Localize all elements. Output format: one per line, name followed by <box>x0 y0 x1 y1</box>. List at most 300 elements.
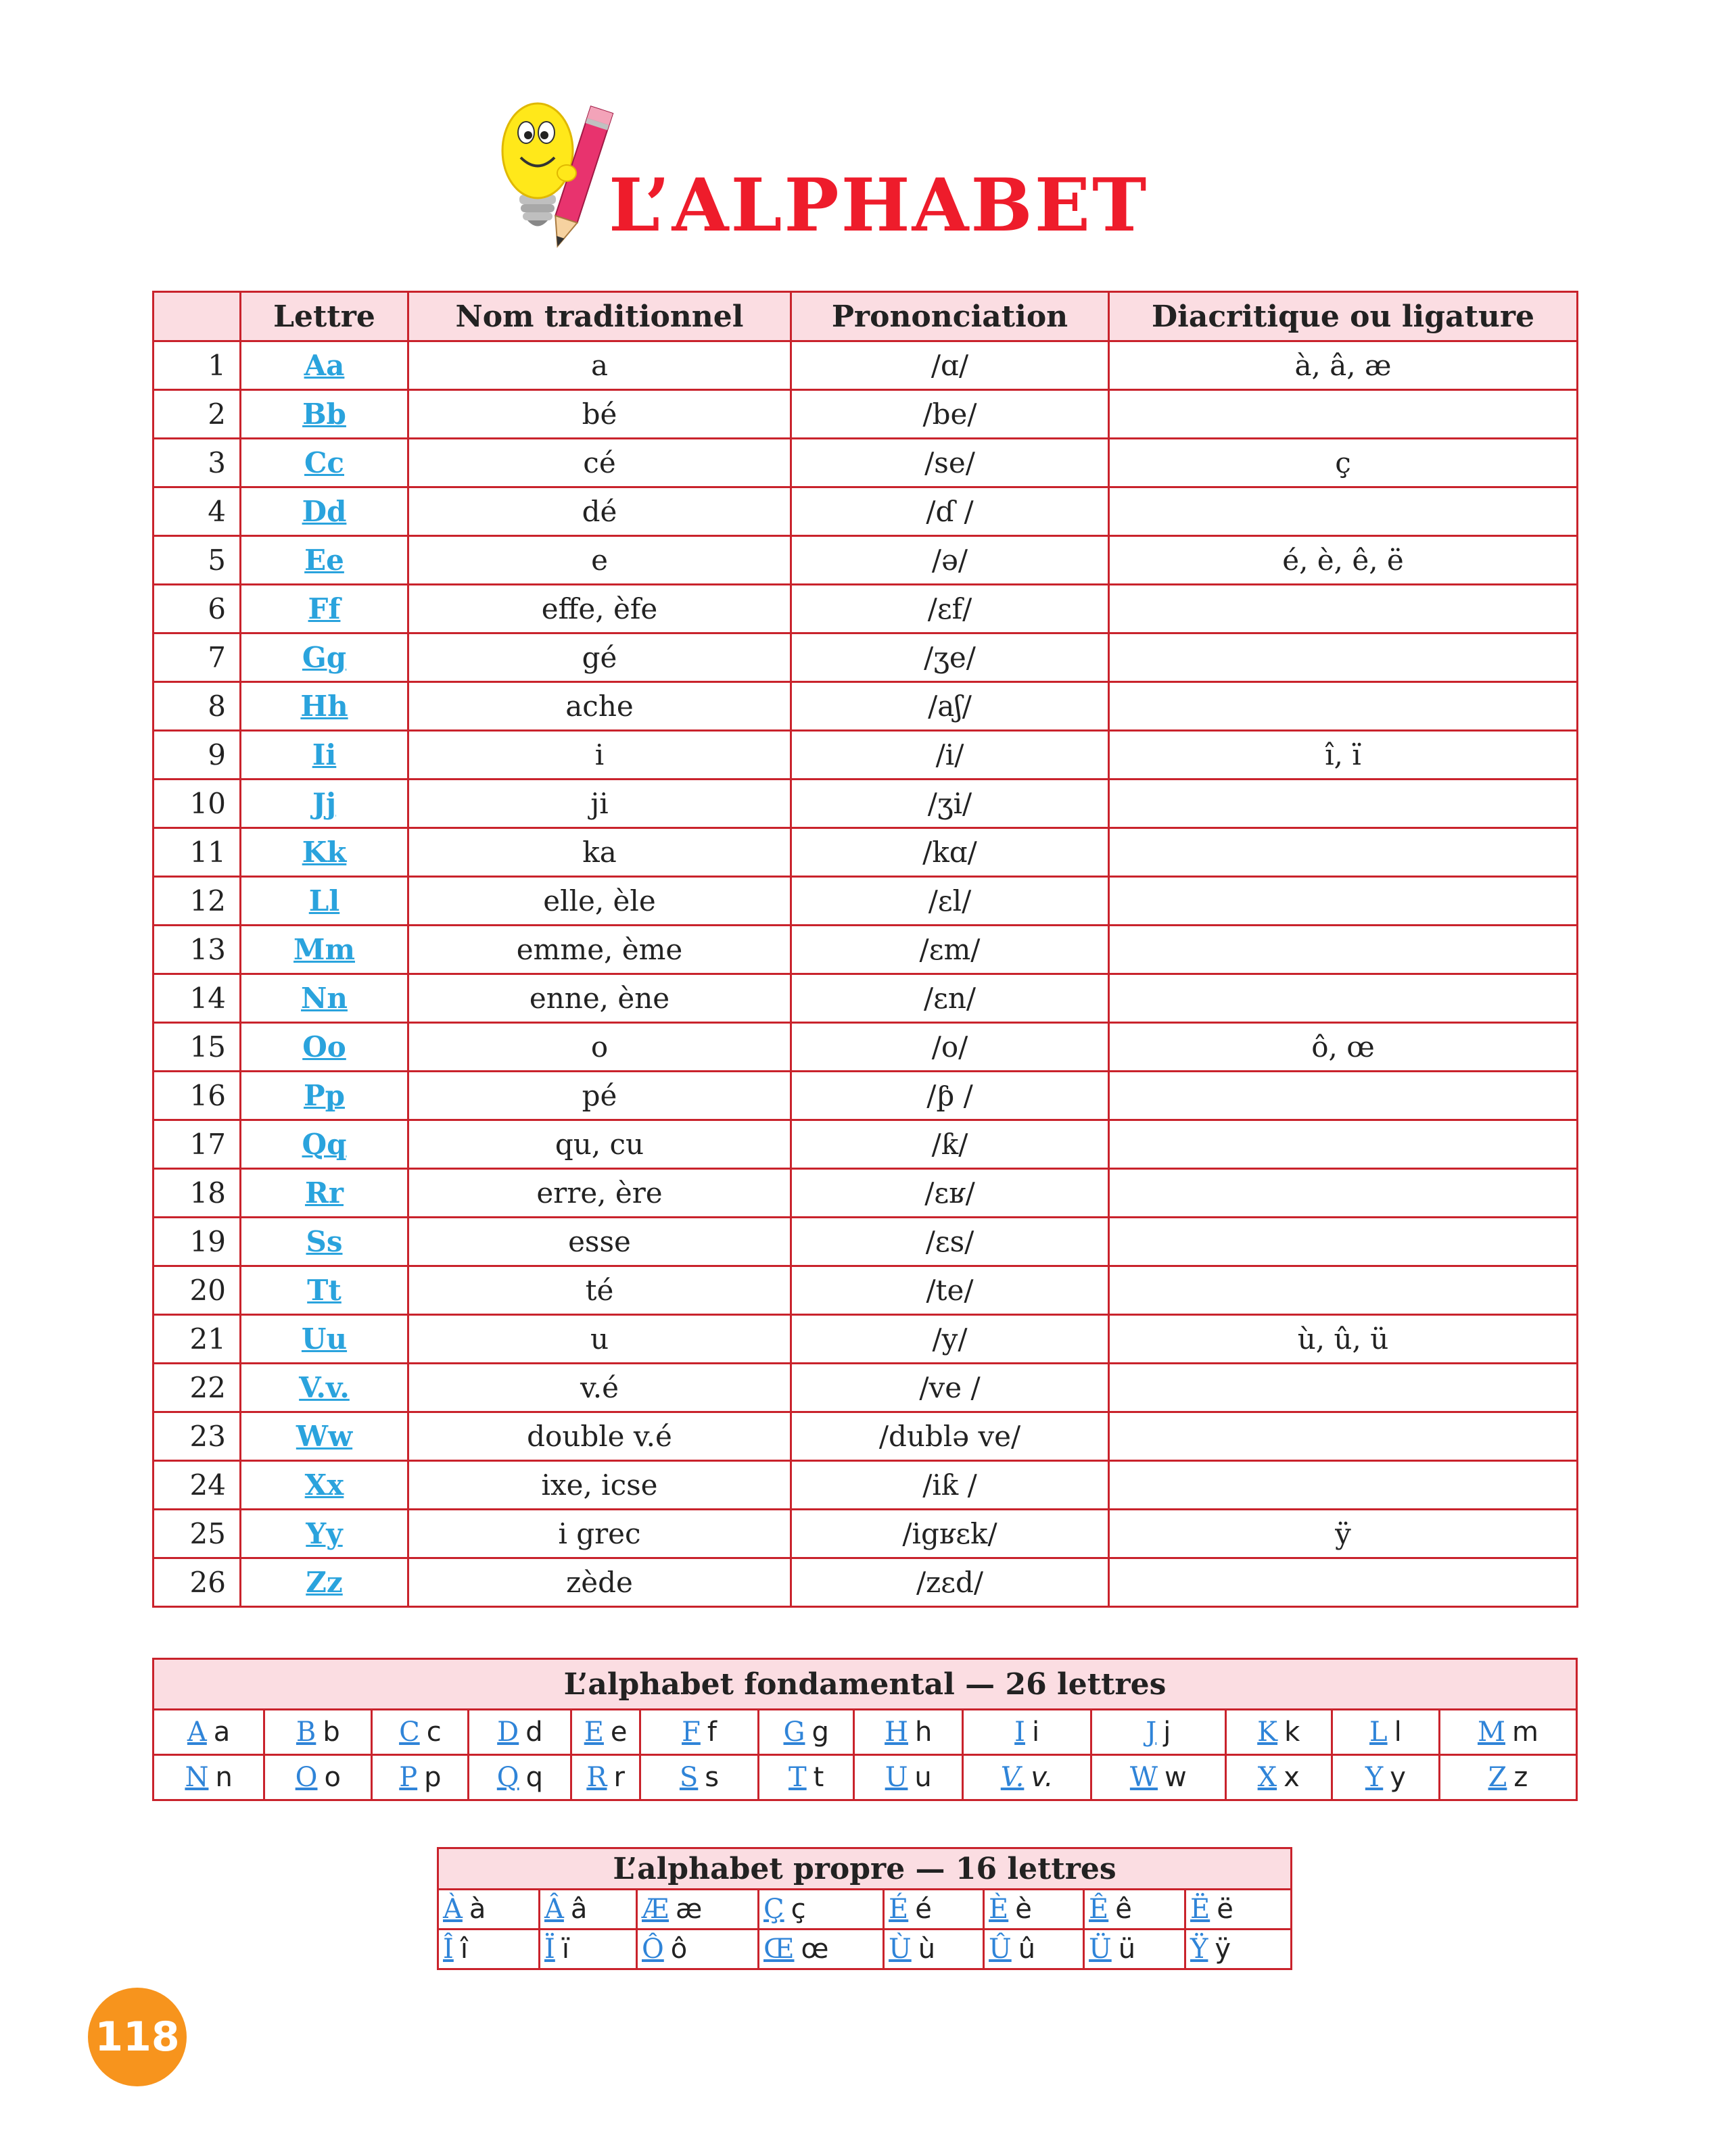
lowercase-letter: â <box>570 1894 588 1925</box>
header-name: Nom traditionnel <box>408 292 791 341</box>
letter-pair-cell <box>438 1890 540 1930</box>
row-letter-cell <box>241 1169 408 1218</box>
row-traditional-name: esse <box>408 1218 791 1266</box>
lowercase-letter: s <box>705 1762 720 1793</box>
letter-pair-cell <box>469 1755 571 1800</box>
letter-pair-cell <box>984 1890 1084 1930</box>
letter-pair-cell <box>154 1755 264 1800</box>
uppercase-letter-link[interactable]: Ü <box>1089 1934 1112 1965</box>
row-pronunciation: /ʒe/ <box>791 633 1109 682</box>
letter-pair-cell <box>469 1710 571 1755</box>
row-traditional-name: té <box>408 1266 791 1315</box>
table-row <box>154 341 1578 390</box>
lowercase-letter: p <box>424 1762 442 1793</box>
row-letter-cell <box>241 1266 408 1315</box>
row-traditional-name: effe, èfe <box>408 585 791 633</box>
row-letter-cell <box>241 390 408 439</box>
row-letter-cell <box>241 1072 408 1120</box>
uppercase-letter-link[interactable]: Z <box>1488 1762 1507 1793</box>
table-row <box>154 1461 1578 1510</box>
row-pronunciation: /ƙ/ <box>791 1120 1109 1169</box>
row-traditional-name: u <box>408 1315 791 1364</box>
lowercase-letter: g <box>812 1717 829 1748</box>
header-pronunciation: Prononciation <box>791 292 1109 341</box>
row-letter-cell <box>241 682 408 731</box>
row-letter-link[interactable]: Ii <box>312 738 337 771</box>
row-pronunciation: /i/ <box>791 731 1109 780</box>
table-row <box>154 1266 1578 1315</box>
row-traditional-name: gé <box>408 633 791 682</box>
letter-pair-cell <box>1225 1755 1332 1800</box>
uppercase-letter-link[interactable]: X <box>1257 1762 1277 1793</box>
row-letter-cell <box>241 1558 408 1607</box>
table-row <box>438 1930 1292 1969</box>
lowercase-letter: r <box>613 1762 625 1793</box>
uppercase-letter-link[interactable]: D <box>497 1717 519 1748</box>
letter-pair-cell <box>540 1890 637 1930</box>
table-row <box>154 1412 1578 1461</box>
letter-pair-cell <box>854 1710 963 1755</box>
row-letter-cell <box>241 877 408 926</box>
row-pronunciation: /kɑ/ <box>791 828 1109 877</box>
row-pronunciation: /zɛd/ <box>791 1558 1109 1607</box>
row-letter-link[interactable]: Pp <box>304 1079 345 1112</box>
row-letter-link[interactable]: Ss <box>306 1225 343 1258</box>
fundamental-caption: L’alphabet fondamental — 26 lettres <box>154 1659 1577 1710</box>
row-diacritic: î, ï <box>1109 731 1578 780</box>
row-number: 2 <box>154 390 241 439</box>
table-row <box>154 877 1578 926</box>
lowercase-letter: ô <box>670 1934 688 1965</box>
lowercase-letter: ù <box>918 1934 936 1965</box>
row-number: 24 <box>154 1461 241 1510</box>
row-letter-cell <box>241 487 408 536</box>
row-traditional-name: bé <box>408 390 791 439</box>
row-pronunciation: /ɛf/ <box>791 585 1109 633</box>
row-letter-cell <box>241 633 408 682</box>
uppercase-letter-link[interactable]: U <box>885 1762 908 1793</box>
lowercase-letter: k <box>1284 1717 1300 1748</box>
row-number: 19 <box>154 1218 241 1266</box>
row-letter-link[interactable]: Zz <box>306 1566 343 1599</box>
row-diacritic <box>1109 1364 1578 1412</box>
row-letter-link[interactable]: Xx <box>304 1468 344 1502</box>
row-letter-cell <box>241 536 408 585</box>
row-diacritic: à, â, æ <box>1109 341 1578 390</box>
row-diacritic <box>1109 682 1578 731</box>
row-pronunciation: /ɛʁ/ <box>791 1169 1109 1218</box>
uppercase-letter-link[interactable]: Æ <box>642 1894 669 1925</box>
letter-pair-cell <box>759 1890 884 1930</box>
row-letter-link[interactable]: Ee <box>304 544 344 577</box>
row-letter-link[interactable]: Ll <box>308 884 340 917</box>
row-number: 22 <box>154 1364 241 1412</box>
lowercase-letter: l <box>1394 1717 1402 1748</box>
lowercase-letter: m <box>1511 1717 1538 1748</box>
row-diacritic <box>1109 1072 1578 1120</box>
row-letter-link[interactable]: Nn <box>301 982 348 1015</box>
table-row <box>154 731 1578 780</box>
row-traditional-name: zède <box>408 1558 791 1607</box>
letter-pair-cell <box>1439 1755 1576 1800</box>
letter-pair-cell <box>438 1930 540 1969</box>
uppercase-letter-link[interactable]: R <box>586 1762 607 1793</box>
row-traditional-name: elle, èle <box>408 877 791 926</box>
table-caption-row <box>438 1848 1292 1890</box>
row-pronunciation: /ɛs/ <box>791 1218 1109 1266</box>
lowercase-letter: h <box>914 1717 933 1748</box>
uppercase-letter-link[interactable]: O <box>295 1762 318 1793</box>
uppercase-letter-link[interactable]: F <box>682 1717 701 1748</box>
row-diacritic <box>1109 1218 1578 1266</box>
row-number: 3 <box>154 439 241 487</box>
lowercase-letter: ü <box>1118 1934 1136 1965</box>
lightbulb-pencil-mascot-icon <box>500 93 615 256</box>
row-diacritic <box>1109 877 1578 926</box>
row-pronunciation: /ve / <box>791 1364 1109 1412</box>
uppercase-letter-link[interactable]: Y <box>1365 1762 1384 1793</box>
row-pronunciation: /igʁɛk/ <box>791 1510 1109 1558</box>
letter-pair-cell <box>854 1755 963 1800</box>
row-letter-link[interactable]: Aa <box>304 349 345 382</box>
row-number: 15 <box>154 1023 241 1072</box>
uppercase-letter-link[interactable]: G <box>783 1717 805 1748</box>
table-row <box>154 682 1578 731</box>
row-letter-cell <box>241 731 408 780</box>
table-row <box>154 1120 1578 1169</box>
row-number: 14 <box>154 974 241 1023</box>
row-diacritic <box>1109 926 1578 974</box>
lowercase-letter: û <box>1018 1934 1036 1965</box>
uppercase-letter-link[interactable]: É <box>889 1894 909 1925</box>
uppercase-letter-link[interactable]: P <box>399 1762 418 1793</box>
row-letter-cell <box>241 1412 408 1461</box>
letter-pair-cell <box>1332 1755 1439 1800</box>
row-pronunciation: /ʒi/ <box>791 780 1109 828</box>
header-diacritic: Diacritique ou ligature <box>1109 292 1578 341</box>
letter-pair-cell <box>759 1930 884 1969</box>
letter-pair-cell <box>1185 1930 1292 1969</box>
lowercase-letter: ë <box>1217 1894 1233 1925</box>
lowercase-letter: ç <box>791 1894 806 1925</box>
table-row <box>154 1510 1578 1558</box>
table-row <box>154 1072 1578 1120</box>
uppercase-letter-link[interactable]: Ù <box>889 1934 912 1965</box>
row-diacritic <box>1109 828 1578 877</box>
uppercase-letter-link[interactable]: N <box>185 1762 209 1793</box>
uppercase-letter-link[interactable]: Ÿ <box>1190 1934 1208 1965</box>
row-pronunciation: /ƥ / <box>791 1072 1109 1120</box>
uppercase-letter-link[interactable]: V. <box>1000 1762 1025 1793</box>
row-number: 20 <box>154 1266 241 1315</box>
row-letter-link[interactable]: Mm <box>293 933 355 966</box>
row-diacritic <box>1109 390 1578 439</box>
table-header-row <box>154 292 1578 341</box>
row-traditional-name: dé <box>408 487 791 536</box>
table-row <box>154 487 1578 536</box>
row-diacritic <box>1109 1412 1578 1461</box>
lowercase-letter: q <box>525 1762 543 1793</box>
row-letter-link[interactable]: Yy <box>306 1517 343 1550</box>
table-row <box>154 633 1578 682</box>
letter-pair-cell <box>759 1710 854 1755</box>
row-letter-cell <box>241 1120 408 1169</box>
table-caption-row <box>154 1659 1577 1710</box>
lowercase-letter: ê <box>1115 1894 1132 1925</box>
row-letter-link[interactable]: Oo <box>302 1030 346 1063</box>
uppercase-letter-link[interactable]: Q <box>496 1762 519 1793</box>
row-number: 8 <box>154 682 241 731</box>
row-traditional-name: emme, ème <box>408 926 791 974</box>
row-diacritic <box>1109 1266 1578 1315</box>
row-letter-link[interactable]: Qq <box>302 1128 347 1161</box>
row-number: 21 <box>154 1315 241 1364</box>
row-letter-cell <box>241 780 408 828</box>
letter-pair-cell <box>154 1710 264 1755</box>
letter-pair-cell <box>984 1930 1084 1969</box>
row-traditional-name: ixe, icse <box>408 1461 791 1510</box>
lowercase-letter: t <box>813 1762 824 1793</box>
letter-pair-cell <box>759 1755 854 1800</box>
page-title: L’ALPHABET <box>609 163 1149 248</box>
table-row <box>154 974 1578 1023</box>
row-number: 16 <box>154 1072 241 1120</box>
row-pronunciation: /y/ <box>791 1315 1109 1364</box>
row-number: 7 <box>154 633 241 682</box>
lowercase-letter: é <box>915 1894 932 1925</box>
row-number: 5 <box>154 536 241 585</box>
row-letter-cell <box>241 828 408 877</box>
uppercase-letter-link[interactable]: Î <box>443 1934 454 1965</box>
lowercase-letter: ï <box>561 1934 569 1965</box>
letter-pair-cell <box>540 1930 637 1969</box>
table-row <box>154 780 1578 828</box>
row-traditional-name: v.é <box>408 1364 791 1412</box>
letter-pair-cell <box>963 1755 1091 1800</box>
lowercase-letter: c <box>426 1717 442 1748</box>
row-letter-link[interactable]: Rr <box>304 1176 344 1209</box>
row-diacritic: ÿ <box>1109 1510 1578 1558</box>
row-letter-cell <box>241 1023 408 1072</box>
letter-pair-cell <box>1185 1890 1292 1930</box>
lowercase-letter: à <box>469 1894 486 1925</box>
row-letter-cell <box>241 585 408 633</box>
row-diacritic <box>1109 974 1578 1023</box>
uppercase-letter-link[interactable]: W <box>1129 1762 1158 1793</box>
table-row <box>154 1710 1577 1755</box>
uppercase-letter-link[interactable]: B <box>296 1717 316 1748</box>
row-pronunciation: /o/ <box>791 1023 1109 1072</box>
lowercase-letter: e <box>610 1717 628 1748</box>
row-traditional-name: i <box>408 731 791 780</box>
proper-caption: L’alphabet propre — 16 lettres <box>438 1848 1292 1890</box>
uppercase-letter-link[interactable]: L <box>1369 1717 1388 1748</box>
row-letter-link[interactable]: Kk <box>302 836 347 869</box>
lowercase-letter: w <box>1164 1762 1187 1793</box>
row-letter-link[interactable]: Bb <box>302 398 346 431</box>
row-number: 18 <box>154 1169 241 1218</box>
row-letter-cell <box>241 341 408 390</box>
row-pronunciation: /ɛn/ <box>791 974 1109 1023</box>
row-letter-link[interactable]: V.v. <box>299 1371 350 1404</box>
uppercase-letter-link[interactable]: Ô <box>642 1934 664 1965</box>
row-letter-link[interactable]: Ww <box>296 1420 353 1453</box>
letter-pair-cell <box>1332 1710 1439 1755</box>
letter-pair-cell <box>884 1930 984 1969</box>
row-pronunciation: /dublə ve/ <box>791 1412 1109 1461</box>
row-pronunciation: /ɗ / <box>791 487 1109 536</box>
row-diacritic <box>1109 1558 1578 1607</box>
row-number: 13 <box>154 926 241 974</box>
table-row <box>154 439 1578 487</box>
lowercase-letter: f <box>707 1717 717 1748</box>
letter-pair-cell <box>640 1755 758 1800</box>
letter-pair-cell <box>264 1755 372 1800</box>
uppercase-letter-link[interactable]: Ï <box>544 1934 555 1965</box>
row-traditional-name: e <box>408 536 791 585</box>
row-traditional-name: o <box>408 1023 791 1072</box>
uppercase-letter-link[interactable]: Œ <box>763 1934 795 1965</box>
uppercase-letter-link[interactable]: Ç <box>763 1894 784 1925</box>
uppercase-letter-link[interactable]: Â <box>544 1894 564 1925</box>
row-letter-link[interactable]: Tt <box>307 1274 342 1307</box>
lowercase-letter: î <box>460 1934 468 1965</box>
uppercase-letter-link[interactable]: Ê <box>1089 1894 1109 1925</box>
uppercase-letter-link[interactable]: C <box>399 1717 420 1748</box>
lowercase-letter: y <box>1390 1762 1406 1793</box>
row-letter-link[interactable]: Dd <box>302 495 347 528</box>
row-letter-link[interactable]: Ff <box>308 592 341 625</box>
row-letter-cell <box>241 926 408 974</box>
row-traditional-name: enne, ène <box>408 974 791 1023</box>
lowercase-letter: b <box>323 1717 340 1748</box>
alphabet-table <box>152 291 1578 1608</box>
row-number: 4 <box>154 487 241 536</box>
lowercase-letter: a <box>213 1717 231 1748</box>
uppercase-letter-link[interactable]: S <box>679 1762 699 1793</box>
uppercase-letter-link[interactable]: Û <box>989 1934 1012 1965</box>
row-number: 1 <box>154 341 241 390</box>
table-row <box>154 1218 1578 1266</box>
row-pronunciation: /ɛm/ <box>791 926 1109 974</box>
row-letter-link[interactable]: Cc <box>304 446 344 479</box>
letter-pair-cell <box>963 1710 1091 1755</box>
lowercase-letter: æ <box>676 1894 703 1925</box>
table-row <box>154 1023 1578 1072</box>
row-traditional-name: ache <box>408 682 791 731</box>
letter-pair-cell <box>637 1890 759 1930</box>
lowercase-letter: v. <box>1031 1762 1054 1793</box>
fundamental-alphabet-table <box>152 1658 1578 1801</box>
lowercase-letter: n <box>215 1762 233 1793</box>
header-number <box>154 292 241 341</box>
letter-pair-cell <box>637 1930 759 1969</box>
row-letter-link[interactable]: Jj <box>312 787 337 820</box>
row-diacritic <box>1109 487 1578 536</box>
uppercase-letter-link[interactable]: A <box>187 1717 207 1748</box>
row-diacritic <box>1109 1169 1578 1218</box>
lowercase-letter: ÿ <box>1215 1934 1231 1965</box>
row-pronunciation: /be/ <box>791 390 1109 439</box>
uppercase-letter-link[interactable]: È <box>989 1894 1009 1925</box>
letter-pair-cell <box>1225 1710 1332 1755</box>
table-row <box>154 585 1578 633</box>
row-letter-cell <box>241 1364 408 1412</box>
row-pronunciation: /aʃ/ <box>791 682 1109 731</box>
row-traditional-name: ka <box>408 828 791 877</box>
row-letter-cell <box>241 439 408 487</box>
row-letter-cell <box>241 1315 408 1364</box>
row-pronunciation: /ɛl/ <box>791 877 1109 926</box>
row-diacritic: ç <box>1109 439 1578 487</box>
row-diacritic <box>1109 1120 1578 1169</box>
uppercase-letter-link[interactable]: I <box>1014 1717 1025 1748</box>
table-row <box>154 1315 1578 1364</box>
uppercase-letter-link[interactable]: À <box>443 1894 463 1925</box>
lowercase-letter: œ <box>801 1934 829 1965</box>
row-letter-cell <box>241 1461 408 1510</box>
table-row <box>154 1169 1578 1218</box>
row-letter-link[interactable]: Gg <box>302 641 347 674</box>
letter-pair-cell <box>1091 1755 1225 1800</box>
lowercase-letter: è <box>1015 1894 1032 1925</box>
row-traditional-name: a <box>408 341 791 390</box>
uppercase-letter-link[interactable]: J <box>1146 1717 1157 1748</box>
letter-pair-cell <box>1439 1710 1576 1755</box>
row-number: 25 <box>154 1510 241 1558</box>
lowercase-letter: d <box>525 1717 543 1748</box>
row-traditional-name: double v.é <box>408 1412 791 1461</box>
proper-alphabet-table <box>437 1847 1292 1970</box>
row-diacritic <box>1109 633 1578 682</box>
table-row <box>154 390 1578 439</box>
letter-pair-cell <box>640 1710 758 1755</box>
row-traditional-name: ji <box>408 780 791 828</box>
uppercase-letter-link[interactable]: K <box>1257 1717 1278 1748</box>
row-diacritic <box>1109 780 1578 828</box>
row-pronunciation: /ɑ/ <box>791 341 1109 390</box>
lowercase-letter: x <box>1284 1762 1300 1793</box>
row-number: 11 <box>154 828 241 877</box>
row-number: 26 <box>154 1558 241 1607</box>
row-number: 6 <box>154 585 241 633</box>
letter-pair-cell <box>571 1755 640 1800</box>
row-letter-cell <box>241 1218 408 1266</box>
row-diacritic: é, è, ê, ë <box>1109 536 1578 585</box>
uppercase-letter-link[interactable]: H <box>885 1717 908 1748</box>
row-number: 9 <box>154 731 241 780</box>
table-row <box>154 926 1578 974</box>
row-number: 17 <box>154 1120 241 1169</box>
row-letter-link[interactable]: Hh <box>300 690 348 723</box>
table-row <box>154 1364 1578 1412</box>
uppercase-letter-link[interactable]: Ë <box>1190 1894 1210 1925</box>
uppercase-letter-link[interactable]: M <box>1478 1717 1505 1748</box>
table-row <box>154 828 1578 877</box>
row-traditional-name: cé <box>408 439 791 487</box>
uppercase-letter-link[interactable]: E <box>584 1717 604 1748</box>
letter-pair-cell <box>372 1755 469 1800</box>
row-traditional-name: qu, cu <box>408 1120 791 1169</box>
lowercase-letter: z <box>1513 1762 1528 1793</box>
row-letter-link[interactable]: Uu <box>301 1322 348 1356</box>
row-letter-cell <box>241 974 408 1023</box>
uppercase-letter-link[interactable]: T <box>788 1762 807 1793</box>
lowercase-letter: i <box>1031 1717 1040 1748</box>
row-number: 23 <box>154 1412 241 1461</box>
table-row <box>438 1890 1292 1930</box>
table-row <box>154 1755 1577 1800</box>
